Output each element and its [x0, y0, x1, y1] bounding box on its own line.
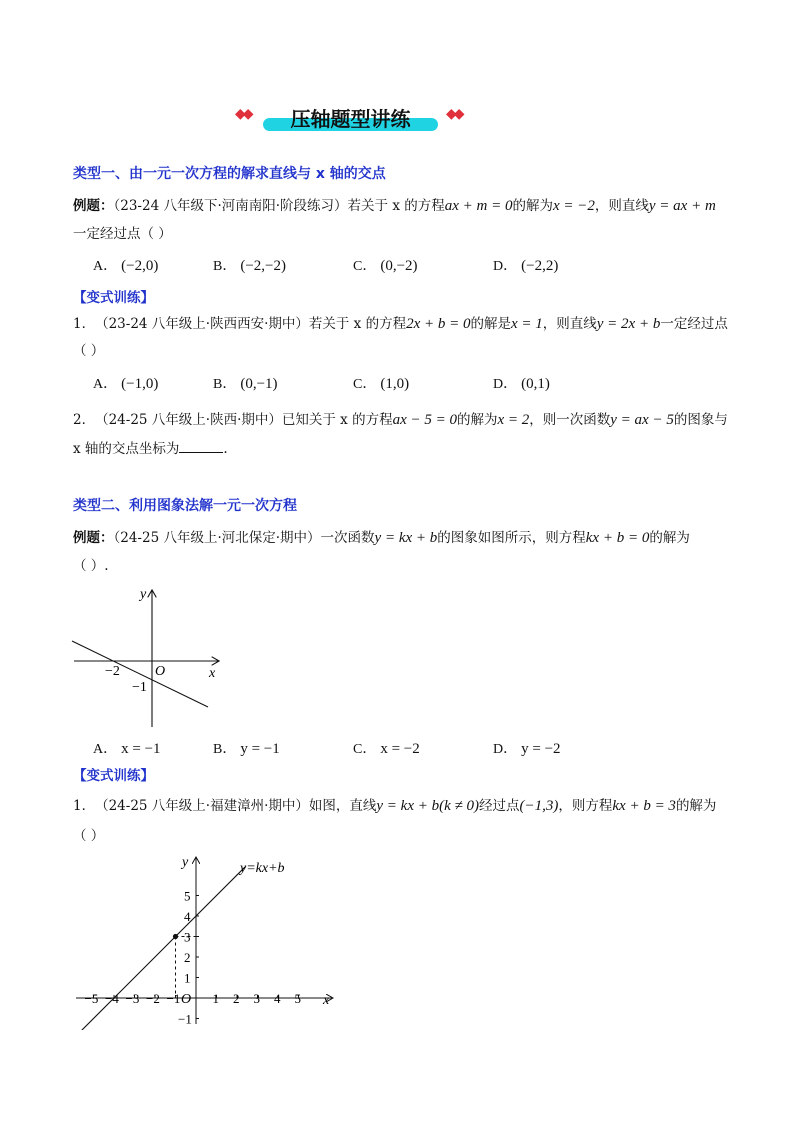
example-text: （24-25 八年级上·河北保定·期中）一次函数: [113, 530, 375, 546]
option-value: (0,−2): [380, 258, 418, 274]
option-label: A．: [93, 742, 118, 757]
option-value: (−2,−2): [240, 258, 287, 274]
y-axis-label: y: [182, 855, 189, 870]
x-tick-label: −5: [84, 991, 99, 1006]
page-title: 压轴题型讲练: [263, 102, 438, 132]
question-text: 一定经过点: [660, 316, 728, 332]
option-label: A．: [93, 377, 118, 392]
x-tick-label: −3: [125, 991, 140, 1006]
option-label: C．: [353, 377, 377, 392]
x-tick-label: −2: [146, 991, 160, 1006]
option-label: D．: [493, 377, 518, 392]
s2-ex-option-c[interactable]: [353, 738, 420, 758]
math-expr: x = −2: [552, 198, 595, 214]
question-text: 1． （23-24 八年级上·陕西西安·期中）若关于 x 的方程: [73, 316, 407, 332]
example-text: 的解为: [649, 530, 690, 546]
question-text: 的解是: [470, 316, 511, 332]
example-text: 的解为: [512, 198, 553, 214]
y-tick-label: 5: [184, 888, 191, 904]
page-header: [0, 100, 800, 136]
example-text: ，则直线: [594, 198, 649, 214]
question-text: .: [223, 441, 228, 457]
option-label: B．: [213, 742, 237, 757]
x-tick-label: 3: [253, 991, 260, 1006]
s1-ex-option-b[interactable]: [213, 255, 286, 275]
option-value: (−2,2): [521, 258, 559, 274]
x-tick-label: 5: [294, 991, 301, 1006]
question-text: ，则一次函数: [529, 412, 611, 428]
option-label: D．: [493, 742, 518, 757]
question-text: 经过点: [479, 798, 520, 814]
origin-label: O: [155, 664, 166, 679]
math-expr: kx + b = 3: [612, 798, 676, 814]
math-expr: x = 2: [497, 412, 530, 428]
math-expr: y = kx + b: [374, 530, 438, 546]
s2-example-line2: （ ）.: [73, 558, 109, 574]
question-text: x 轴的交点坐标为: [73, 441, 180, 457]
question-text: ，则直线: [542, 316, 597, 332]
math-expr: y = 2x + b: [596, 316, 661, 332]
y-tick-label: 1: [184, 970, 191, 986]
s2-ex-option-b[interactable]: [213, 738, 280, 758]
s1-q1-line1: [73, 314, 728, 334]
option-value: (0,−1): [240, 376, 278, 392]
x-tick-label: 4: [274, 991, 281, 1006]
y-tick-label: −1: [178, 1011, 192, 1027]
question-text: 的解为: [675, 798, 717, 814]
x-tick-label: 1: [212, 991, 219, 1006]
math-expr: (−1,3): [519, 798, 559, 814]
s1-example-line2: 一定经过点（ ）: [73, 226, 172, 242]
question-text: 的图象与: [673, 412, 728, 428]
option-label: D．: [493, 259, 518, 274]
example-label: 例题：: [73, 530, 114, 546]
s2-q1-line1: [73, 796, 716, 816]
math-expr: y = ax − 5: [610, 412, 674, 428]
option-value: (−2,0): [121, 258, 159, 274]
option-value: y = −2: [521, 741, 561, 757]
y-intercept-label: −1: [132, 680, 147, 695]
option-value: (−1,0): [121, 376, 159, 392]
x-axis-label: x: [323, 993, 330, 1008]
y-tick-label: 3: [184, 929, 191, 945]
s1-q1-option-c[interactable]: [353, 373, 409, 393]
math-expr: 2x + b = 0: [406, 316, 471, 332]
x-tick-label: −1: [166, 991, 181, 1006]
math-expr: ax + m = 0: [444, 198, 513, 214]
question-text: 的解为: [456, 412, 498, 428]
section1-heading: 类型一、由一元一次方程的解求直线与 x 轴的交点: [73, 166, 386, 182]
s1-q2-line2: [73, 439, 228, 459]
x-intercept-label: −2: [105, 664, 120, 679]
s1-q1-line2: （ ）: [73, 343, 105, 359]
right-diamond-icon: ◆◆: [446, 106, 462, 122]
example-text: （23-24 八年级下·河南南阳·阶段练习）若关于 x 的方程: [113, 198, 445, 214]
function-line: [72, 641, 208, 707]
s2-ex-option-d[interactable]: [493, 738, 561, 758]
origin-label: O: [181, 992, 192, 1007]
s2-ex-option-a[interactable]: [93, 738, 161, 758]
s2-example-line1: [73, 528, 690, 548]
option-label: B．: [213, 259, 237, 274]
option-value: (1,0): [380, 376, 410, 392]
option-label: A．: [93, 259, 118, 274]
question-text: ，则方程: [558, 798, 613, 814]
y-tick-label: 2: [184, 950, 191, 965]
example-graph: [70, 585, 230, 730]
x-tick-label: 2: [233, 991, 240, 1006]
question-text: 2． （24-25 八年级上·陕西·期中）已知关于 x 的方程: [73, 412, 393, 428]
s2-q1-line2: （ ）: [73, 828, 105, 844]
example-label: 例题：: [73, 198, 114, 214]
math-expr: x = 1: [510, 316, 543, 332]
option-value: (0,1): [521, 376, 550, 392]
s1-example-line1: [73, 196, 716, 216]
x-tick-label: −4: [105, 991, 119, 1006]
s1-ex-option-a[interactable]: [93, 255, 158, 275]
option-value: x = −1: [121, 741, 161, 757]
s2-practice-heading: 【变式训练】: [73, 768, 154, 784]
x-axis-label: x: [209, 666, 216, 681]
math-expr: kx + b = 0: [585, 530, 650, 546]
math-expr: ax − 5 = 0: [392, 412, 457, 428]
option-label: C．: [353, 742, 377, 757]
s1-q1-option-d[interactable]: [493, 373, 550, 393]
practice-graph: [68, 850, 358, 1030]
option-value: y = −1: [240, 741, 280, 757]
line-label: y=kx+b: [240, 861, 285, 876]
math-expr: y = ax + m: [648, 198, 716, 214]
s1-q1-option-b[interactable]: [213, 373, 278, 393]
point-marker: [173, 934, 178, 939]
math-expr: y = kx + b(k ≠ 0): [376, 798, 479, 814]
answer-blank[interactable]: [179, 440, 223, 453]
section2-heading: 类型二、利用图象法解一元一次方程: [73, 498, 297, 514]
y-tick-label: 4: [184, 909, 191, 924]
s1-q2-line1: [73, 410, 728, 430]
option-label: C．: [353, 259, 377, 274]
s1-practice-heading: 【变式训练】: [73, 290, 154, 306]
example-text: 的图象如图所示，则方程: [437, 530, 586, 546]
question-text: 1． （24-25 八年级上·福建漳州·期中）如图，直线: [73, 798, 377, 814]
s1-ex-option-d[interactable]: [493, 255, 558, 275]
s1-ex-option-c[interactable]: [353, 255, 418, 275]
option-value: x = −2: [380, 741, 420, 757]
s1-q1-option-a[interactable]: [93, 373, 158, 393]
y-axis-label: y: [140, 587, 147, 602]
option-label: B．: [213, 377, 237, 392]
left-diamond-icon: ◆◆: [235, 106, 251, 122]
